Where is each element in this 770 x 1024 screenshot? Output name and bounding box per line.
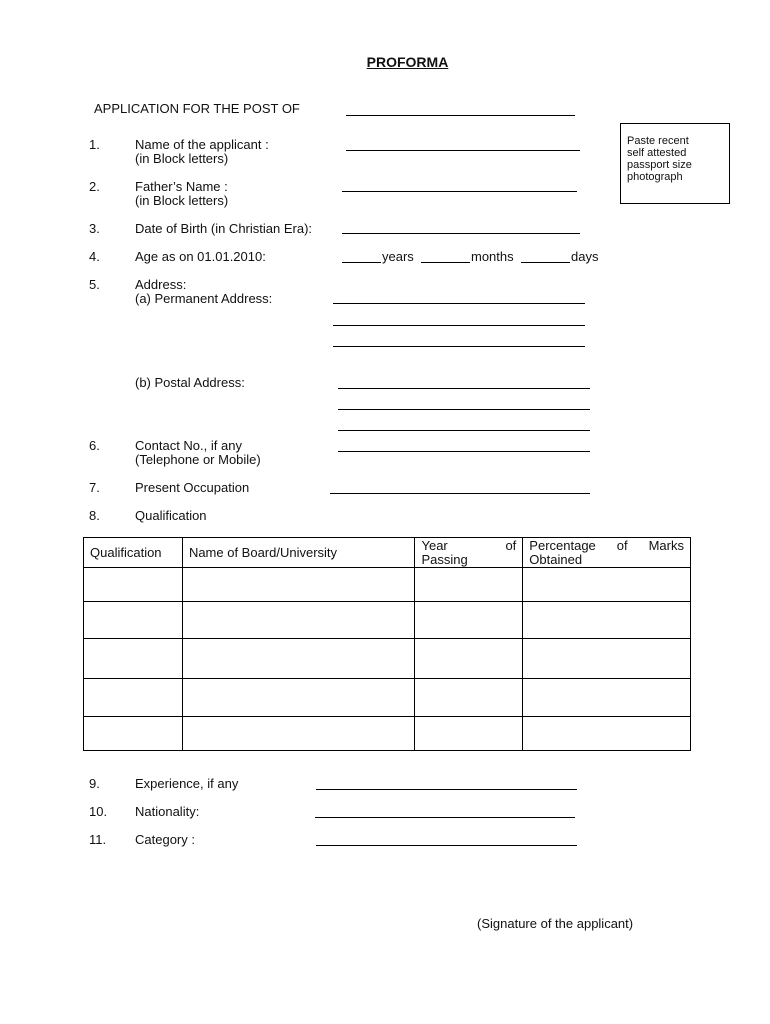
field-number: 2. <box>89 179 100 194</box>
field-number: 10. <box>89 804 108 819</box>
photo-text-line: passport size <box>627 159 692 171</box>
col-header-percentage <box>523 538 691 568</box>
photo-text-line: self attested <box>627 147 687 159</box>
father-name-label: Father’s Name : <box>135 179 228 194</box>
permanent-address-line[interactable] <box>333 303 585 304</box>
nationality-input-line[interactable] <box>315 817 575 818</box>
photo-box <box>620 123 730 204</box>
table-row <box>84 568 691 602</box>
age-days-label: days <box>571 249 599 264</box>
father-name-input-line[interactable] <box>342 191 577 192</box>
applicant-name-input-line[interactable] <box>346 150 580 151</box>
field-number: 7. <box>89 480 100 495</box>
table-row <box>84 639 691 679</box>
applicant-name-sublabel: (in Block letters) <box>135 151 229 166</box>
field-number: 1. <box>89 137 100 152</box>
table-row <box>84 717 691 751</box>
col-header-year <box>415 538 523 568</box>
table-cell[interactable] <box>415 679 523 717</box>
table-cell[interactable] <box>182 679 415 717</box>
col-header-percentage-top: Percentage of Marks <box>529 537 684 553</box>
table-cell[interactable] <box>523 568 691 602</box>
col-header-board: Name of Board/University <box>182 538 415 568</box>
qualification-table <box>83 537 691 751</box>
col-header-year-top: Year of <box>421 537 517 553</box>
dob-input-line[interactable] <box>342 233 580 234</box>
table-cell[interactable] <box>182 568 415 602</box>
table-cell[interactable] <box>523 639 691 679</box>
occupation-input-line[interactable] <box>330 493 590 494</box>
age-years-input-line[interactable] <box>342 262 381 263</box>
field-number: 8. <box>89 508 100 523</box>
table-cell[interactable] <box>523 717 691 751</box>
permanent-address-line[interactable] <box>333 325 585 326</box>
post-label: APPLICATION FOR THE POST OF <box>94 101 300 116</box>
experience-label: Experience, if any <box>135 776 239 791</box>
qualification-label: Qualification <box>135 508 207 523</box>
field-number: 6. <box>89 438 100 453</box>
age-months-input-line[interactable] <box>421 262 470 263</box>
table-row <box>84 602 691 639</box>
table-cell[interactable] <box>84 602 183 639</box>
table-cell[interactable] <box>182 602 415 639</box>
experience-input-line[interactable] <box>316 789 577 790</box>
table-cell[interactable] <box>84 679 183 717</box>
applicant-name-label: Name of the applicant : <box>135 137 269 152</box>
col-header-percentage-bottom: Obtained <box>529 551 583 567</box>
father-name-sublabel: (in Block letters) <box>135 193 229 208</box>
field-number: 3. <box>89 221 100 236</box>
table-cell[interactable] <box>84 568 183 602</box>
address-label: Address: <box>135 277 187 292</box>
postal-address-line[interactable] <box>338 409 590 410</box>
field-number: 5. <box>89 277 100 292</box>
page-title: PROFORMA <box>366 54 449 70</box>
col-header-year-bottom: Passing <box>421 551 468 567</box>
post-input-line[interactable] <box>346 115 575 116</box>
photo-text-line: photograph <box>627 171 683 183</box>
contact-sublabel: (Telephone or Mobile) <box>135 452 261 467</box>
age-days-input-line[interactable] <box>521 262 570 263</box>
signature-label: (Signature of the applicant) <box>477 916 634 931</box>
age-years-label: years <box>382 249 414 264</box>
age-label: Age as on 01.01.2010: <box>135 249 266 264</box>
table-cell[interactable] <box>182 717 415 751</box>
table-cell[interactable] <box>182 639 415 679</box>
table-cell[interactable] <box>84 717 183 751</box>
table-cell[interactable] <box>84 639 183 679</box>
age-months-label: months <box>471 249 514 264</box>
field-number: 4. <box>89 249 100 264</box>
dob-label: Date of Birth (in Christian Era): <box>135 221 313 236</box>
field-number: 9. <box>89 776 100 791</box>
contact-label: Contact No., if any <box>135 438 242 453</box>
table-cell[interactable] <box>415 568 523 602</box>
table-cell[interactable] <box>523 602 691 639</box>
col-header-qualification: Qualification <box>84 538 183 568</box>
contact-input-line[interactable] <box>338 451 590 452</box>
postal-address-line[interactable] <box>338 430 590 431</box>
table-cell[interactable] <box>415 639 523 679</box>
occupation-label: Present Occupation <box>135 480 250 495</box>
permanent-address-label: (a) Permanent Address: <box>135 291 273 306</box>
postal-address-line[interactable] <box>338 388 590 389</box>
table-cell[interactable] <box>415 717 523 751</box>
table-cell[interactable] <box>523 679 691 717</box>
category-input-line[interactable] <box>316 845 577 846</box>
nationality-label: Nationality: <box>135 804 200 819</box>
table-row <box>84 679 691 717</box>
table-cell[interactable] <box>415 602 523 639</box>
photo-text-line: Paste recent <box>627 135 689 147</box>
table-header-row <box>84 538 691 568</box>
category-label: Category : <box>135 832 195 847</box>
permanent-address-line[interactable] <box>333 346 585 347</box>
field-number: 11. <box>89 832 107 847</box>
postal-address-label: (b) Postal Address: <box>135 375 245 390</box>
